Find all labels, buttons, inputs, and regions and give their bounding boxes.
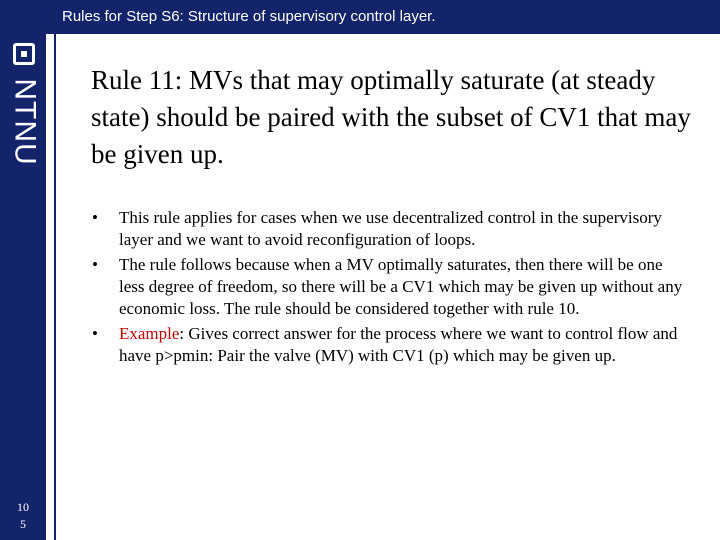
ntnu-logo	[7, 72, 43, 172]
ntnu-logo-text: NTNU	[9, 78, 43, 166]
bullet-item	[92, 207, 692, 251]
bullet-dot-icon: •	[92, 255, 98, 274]
example-label: Example	[119, 324, 180, 343]
header-title: Rules for Step S6: Structure of supervisory control layer.	[62, 8, 436, 25]
slide-title: Rule 11: MVs that may optimally saturate (at steady state) should be paired with the subset of CV1 that may be given up.	[91, 65, 691, 169]
bullet-text: : Gives correct answer for the process where we want to control flow and have p>pmin: Pair the valve (MV) with CV1 (p) which may be given up.	[119, 324, 678, 365]
page-number-line2: 5	[20, 517, 26, 531]
bullet-list	[92, 207, 692, 370]
page-number-line1: 10	[17, 500, 29, 514]
bullet-text: The rule follows because when a MV optimally saturates, then there will be one less degree of freedom, so there will be a CV1 which may be given up without any economic loss. The rule should be considered together with rule 10.	[119, 255, 683, 318]
bullet-text: This rule applies for cases when we use decentralized control in the supervisory layer and we want to avoid reconfiguration of loops.	[119, 208, 662, 249]
bullet-dot-icon: •	[92, 208, 98, 227]
sidebar	[0, 0, 46, 540]
ntnu-logo-icon	[13, 43, 35, 65]
bullet-dot-icon: •	[92, 324, 98, 343]
page-number	[0, 499, 46, 533]
bullet-item	[92, 254, 692, 320]
bullet-item	[92, 323, 692, 367]
